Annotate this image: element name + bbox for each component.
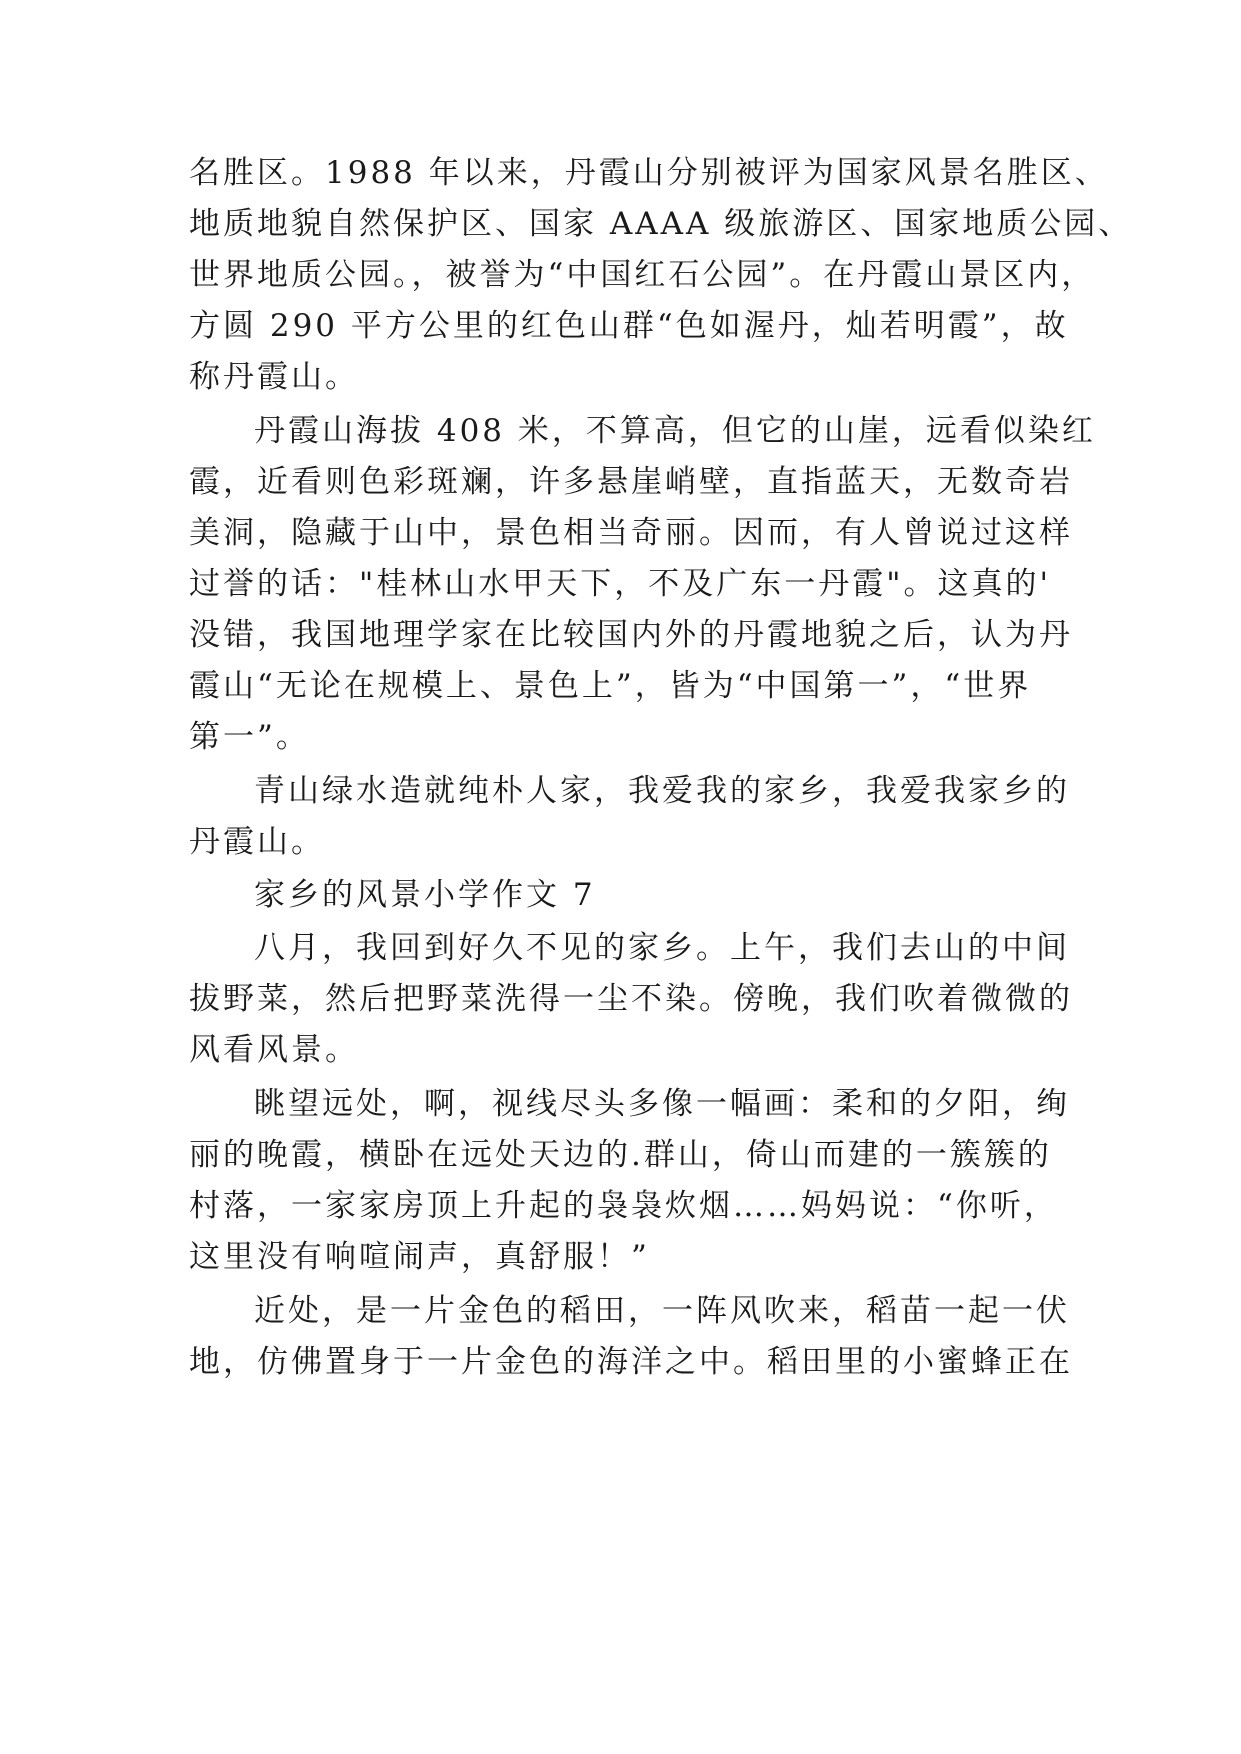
paragraph-first-line: 八月，我回到好久不见的家乡。上午，我们去山的中间 (254, 930, 1070, 966)
text-line: 拔野菜，然后把野菜洗得一尘不染。傍晚，我们吹着微微的 (189, 981, 1073, 1017)
paragraph-first-line: 眺望远处，啊，视线尽头多像一幅画：柔和的夕阳，绚 (254, 1086, 1070, 1122)
text-line: 没错，我国地理学家在比较国内外的丹霞地貌之后，认为丹 (189, 617, 1073, 653)
text-line: 丹霞山。 (189, 824, 325, 860)
text-line: 这里没有响喧闹声，真舒服！” (189, 1239, 650, 1275)
text-line: 村落，一家家房顶上升起的袅袅炊烟……妈妈说：“你听， (189, 1188, 1058, 1224)
paragraph-first-line: 丹霞山海拔 408 米，不算高，但它的山崖，远看似染红 (254, 413, 1096, 449)
paragraph-first-line: 近处，是一片金色的稻田，一阵风吹来，稻苗一起一伏 (254, 1293, 1070, 1329)
paragraph-first-line: 青山绿水造就纯朴人家，我爱我的家乡，我爱我家乡的 (254, 773, 1070, 809)
text-line: 美洞，隐藏于山中，景色相当奇丽。因而，有人曾说过这样 (189, 515, 1073, 551)
text-line: 名胜区。1988 年以来，丹霞山分别被评为国家风景名胜区、 (189, 155, 1109, 191)
text-line: 霞，近看则色彩斑斓，许多悬崖峭壁，直指蓝天，无数奇岩 (189, 464, 1073, 500)
section-heading: 家乡的风景小学作文 7 (254, 877, 596, 913)
text-line: 方圆 290 平方公里的红色山群“色如渥丹，灿若明霞”，故 (189, 308, 1069, 344)
text-line: 世界地质公园。，被誉为“中国红石公园”。在丹霞山景区内， (189, 257, 1096, 293)
text-line: 风看风景。 (189, 1032, 359, 1068)
text-line: 霞山“无论在规模上、景色上”，皆为“中国第一”，“世界 (189, 668, 1032, 704)
text-line: 过誉的话："桂林山水甲天下，不及广东一丹霞"。这真的' (189, 566, 1052, 602)
text-line: 称丹霞山。 (189, 359, 359, 395)
text-line: 第一”。 (189, 719, 310, 755)
text-line: 地，仿佛置身于一片金色的海洋之中。稻田里的小蜜蜂正在 (189, 1344, 1073, 1380)
text-line: 地质地貌自然保护区、国家 AAAA 级旅游区、国家地质公园、 (189, 206, 1133, 242)
text-line: 丽的晚霞，横卧在远处天边的.群山，倚山而建的一簇簇的 (189, 1137, 1052, 1173)
